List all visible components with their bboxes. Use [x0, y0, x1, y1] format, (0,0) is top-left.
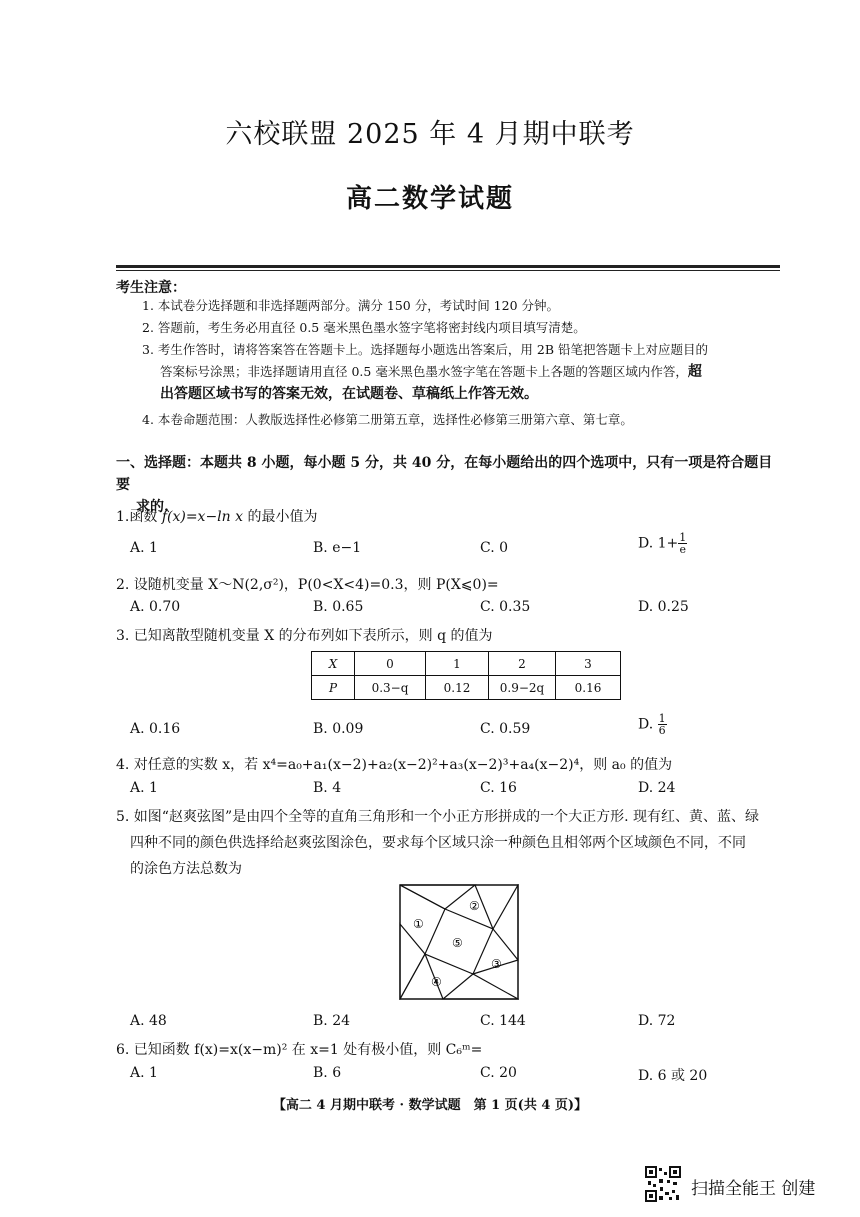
q1-expression: f(x)=x−ln x [161, 509, 244, 525]
question-2: 2. 设随机变量 X～N(2,σ²)，P(0<X<4)=0.3，则 P(X⩽0)= [116, 577, 499, 593]
header-rule-thin [116, 270, 780, 271]
q5-option-a: A. 48 [130, 1013, 167, 1029]
fraction-denominator: e [679, 543, 687, 556]
q1-option-d [638, 532, 687, 555]
region-label-4: ④ [431, 975, 442, 989]
q3-option-d-label: D. [638, 716, 658, 733]
q3-distribution-table-wrap [311, 651, 621, 700]
table-row [312, 676, 621, 700]
q4-option-c: C. 16 [480, 780, 517, 796]
notice-item-3-cont [160, 363, 770, 381]
table-cell: 0.9−2q [489, 676, 556, 700]
table-cell: 3 [556, 652, 621, 676]
q1-number: 1. [116, 509, 130, 525]
notice-bold-head: 超 [687, 364, 702, 380]
question-5-line3: 的涂色方法总数为 [130, 861, 242, 877]
q2-option-b: B. 0.65 [313, 599, 364, 615]
table-row [312, 652, 621, 676]
region-label-5: ⑤ [452, 936, 463, 950]
fraction-numerator: 1 [679, 531, 687, 544]
fraction-denominator: 6 [658, 724, 666, 737]
q2-option-c: C. 0.35 [480, 599, 531, 615]
q3-option-a: A. 0.16 [130, 721, 181, 737]
q6-option-c: C. 20 [480, 1065, 517, 1081]
table-cell: P [312, 676, 355, 700]
q4-option-b: B. 4 [313, 780, 342, 796]
table-cell: 0 [355, 652, 426, 676]
q5-option-d: D. 72 [638, 1013, 676, 1029]
section-one-line1: 一、选择题：本题共 8 小题，每小题 5 分，共 40 分，在每小题给出的四个选项中，只有一项是符合题目要 [116, 455, 773, 493]
q6-option-d: D. 6 或 20 [638, 1068, 708, 1084]
q6-option-b: B. 6 [313, 1065, 342, 1081]
q1-option-b: B. e−1 [313, 540, 362, 556]
table-cell: 0.12 [426, 676, 489, 700]
q4-option-a: A. 1 [130, 780, 158, 796]
watermark-text: 扫描全能王 创建 [691, 1179, 816, 1199]
region-label-1: ① [413, 917, 424, 931]
scanner-watermark [645, 1166, 845, 1206]
triangle-right [493, 885, 518, 960]
q3-option-d [638, 713, 667, 736]
fraction-numerator: 1 [658, 712, 666, 725]
question-6: 6. 已知函数 f(x)=x(x−m)² 在 x=1 处有极小值，则 C₆ᵐ= [116, 1042, 483, 1058]
triangle-bottom [443, 974, 518, 999]
q1-option-c: C. 0 [480, 540, 509, 556]
q2-option-a: A. 0.70 [130, 599, 181, 615]
q5-option-b: B. 24 [313, 1013, 351, 1029]
region-label-3: ③ [491, 957, 502, 971]
question-1 [116, 506, 786, 526]
table-cell: 0.16 [556, 676, 621, 700]
table-cell: X [312, 652, 355, 676]
question-5-line1: 5. 如图“赵爽弦图”是由四个全等的直角三角形和一个小正方形拼成的一个大正方形. 现有红、黄、蓝、绿 [116, 809, 760, 825]
notice-item-2: 2. 答题前，考生务必用直径 0.5 毫米黑色墨水签字笔将密封线内项目填写清楚。 [142, 320, 586, 335]
q5-option-c: C. 144 [480, 1013, 526, 1029]
exam-title: 六校联盟 2025 年 4 月期中联考 [225, 119, 635, 150]
q3-option-b: B. 0.09 [313, 721, 364, 737]
q6-option-a: A. 1 [130, 1065, 158, 1081]
question-4: 4. 对任意的实数 x，若 x⁴=a₀+a₁(x−2)+a₂(x−2)²+a₃(x−2)³+a₄(x−2)⁴，则 a₀ 的值为 [116, 757, 673, 773]
notice-item-3: 3. 考生作答时，请将答案答在答题卡上。选择题每小题选出答案后，用 2B 铅笔把答题卡上对应题目的 [142, 342, 708, 357]
table-cell: 2 [489, 652, 556, 676]
notice-item-4: 4. 本卷命题范围：人教版选择性必修第二册第五章，选择性必修第三册第六章、第七章。 [142, 412, 633, 427]
section-one-line2: 求的. [136, 499, 169, 515]
q1-option-d-fraction [678, 532, 687, 555]
page-footer: 【高二 4 月期中联考 · 数学试题 第 1 页(共 4 页)】 [272, 1098, 588, 1113]
notice-item-1: 1. 本试卷分选择题和非选择题两部分。满分 150 分，考试时间 120 分钟。 [142, 298, 560, 313]
q1-text-pre: 函数 [129, 509, 162, 525]
q1-option-d-label: D. 1+ [638, 535, 679, 552]
table-cell: 1 [426, 652, 489, 676]
header-rule-thick [116, 265, 780, 268]
q2-option-d: D. 0.25 [638, 599, 689, 615]
q3-option-d-fraction [658, 713, 667, 736]
region-label-2: ② [469, 899, 480, 913]
q1-text-post: 的最小值为 [243, 509, 318, 525]
notice-title: 考生注意： [116, 280, 186, 296]
q1-option-a: A. 1 [130, 540, 158, 556]
q3-distribution-table [311, 651, 621, 700]
q3-option-c: C. 0.59 [480, 721, 531, 737]
notice-item-3-line2: 答案标号涂黑；非选择题请用直径 0.5 毫米黑色墨水签字笔在答题卡上各题的答题区域内作答， [160, 364, 688, 379]
question-3: 3. 已知离散型随机变量 X 的分布列如下表所示，则 q 的值为 [116, 628, 493, 644]
exam-subject-title: 高二数学试题 [345, 184, 514, 214]
q4-option-d: D. 24 [638, 780, 676, 796]
notice-bold-warning: 出答题区域书写的答案无效，在试题卷、草稿纸上作答无效。 [160, 386, 538, 402]
table-cell: 0.3−q [355, 676, 426, 700]
qr-code-icon [645, 1166, 681, 1202]
zhao-shuang-diagram [399, 884, 519, 1000]
question-5-line2: 四种不同的颜色供选择给赵爽弦图涂色，要求每个区域只涂一种颜色且相邻两个区域颜色不同，不同 [130, 835, 746, 851]
